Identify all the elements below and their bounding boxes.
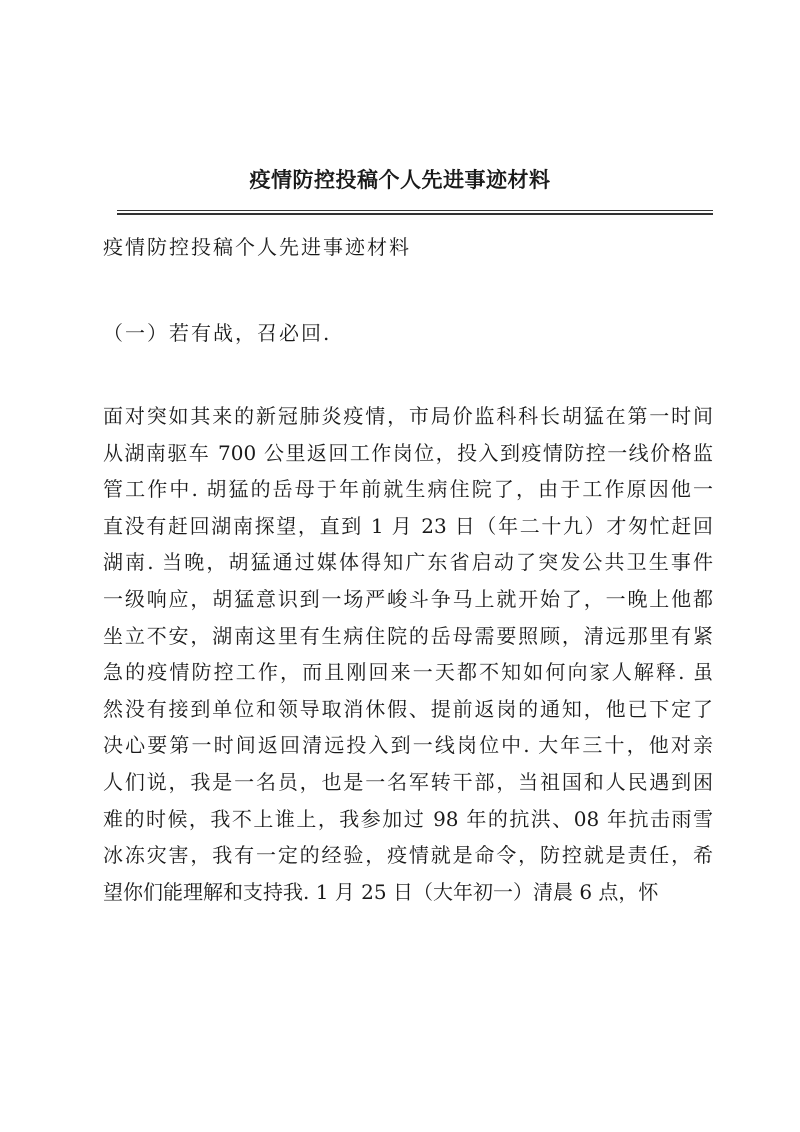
paragraph-line: 一级响应，胡猛意识到一场严峻斗争马上就开始了，一晚上他都 xyxy=(103,586,713,611)
paragraph-line: 管工作中. 胡猛的岳母于年前就生病住院了，由于工作原因他一 xyxy=(103,477,713,502)
section-heading: （一）若有战，召必回. xyxy=(103,321,332,345)
title-divider-thin-line xyxy=(117,210,713,211)
document-title: 疫情防控投稿个人先进事迹材料 xyxy=(249,167,551,192)
paragraph-line: 决心要第一时间返回清远投入到一线岗位中. 大年三十，他对亲 xyxy=(103,733,713,758)
title-divider xyxy=(117,210,713,215)
body-paragraph xyxy=(103,398,713,910)
paragraph-line: 从湖南驱车 700 公里返回工作岗位，投入到疫情防控一线价格监 xyxy=(103,440,713,465)
paragraph-line: 难的时候，我不上谁上，我参加过 98 年的抗洪、08 年抗击雨雪 xyxy=(103,806,713,831)
paragraph-line: 急的疫情防控工作，而且刚回来一天都不知如何向家人解释. 虽 xyxy=(103,660,713,685)
paragraph-line: 然没有接到单位和领导取消休假、提前返岗的通知，他已下定了 xyxy=(103,696,713,721)
paragraph-line: 望你们能理解和支持我. 1 月 25 日（大年初一）清晨 6 点，怀 xyxy=(103,879,659,904)
paragraph-line: 湖南. 当晚，胡猛通过媒体得知广东省启动了突发公共卫生事件 xyxy=(103,550,713,575)
paragraph-line: 坐立不安，湖南这里有生病住院的岳母需要照顾，清远那里有紧 xyxy=(103,623,713,648)
paragraph-line: 人们说，我是一名员，也是一名军转干部，当祖国和人民遇到困 xyxy=(103,769,713,794)
document-subtitle: 疫情防控投稿个人先进事迹材料 xyxy=(103,235,411,259)
title-divider-thick-line xyxy=(117,213,713,215)
paragraph-line: 直没有赶回湖南探望，直到 1 月 23 日（年二十九）才匆忙赶回 xyxy=(103,513,713,538)
paragraph-line: 冰冻灾害，我有一定的经验，疫情就是命令，防控就是责任，希 xyxy=(103,843,713,868)
paragraph-line: 面对突如其来的新冠肺炎疫情，市局价监科科长胡猛在第一时间 xyxy=(103,404,713,428)
